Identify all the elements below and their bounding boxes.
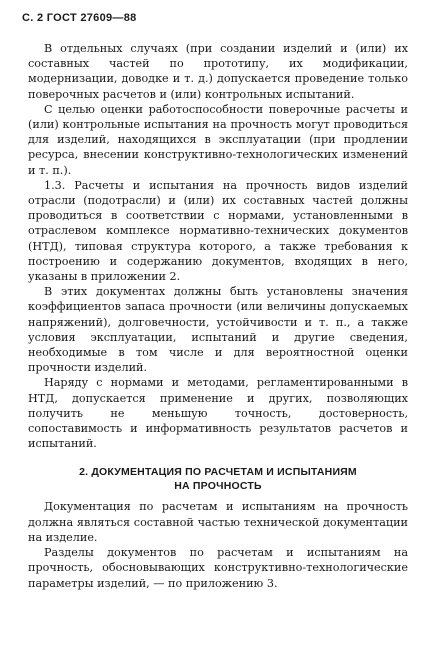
paragraph-safety-factors: В этих документах должны быть установлены значения коэффициентов запаса прочности (или величины допускаемых напряжений), долговечности, устойчивости и т. п., а также условия эксплуатации, испытаний и другие сведения, необходимые в том числе и для вероятностной оценки прочности изделий. <box>28 285 408 375</box>
page-header: С. 2 ГОСТ 27609—88 <box>22 12 137 24</box>
section-2-title <box>28 465 408 493</box>
paragraph-operational-check: С целью оценки работоспособности поверочные расчеты и (или) контрольные испытания на прочность могут проводиться для изделий, находящихся в эксплуатации (при продлении ресурса, внесении конструктивно-технологических изменений и т. п.). <box>28 102 408 177</box>
paragraph-documentation: Документация по расчетам и испытаниям на прочность должна являться составной частью технической документации на изделие. <box>28 500 408 544</box>
paragraph-sections: Разделы документов по расчетам и испытаниям на прочность, обосновывающих конструктивно-технологические параметры изделий, — по приложению 3. <box>28 546 408 590</box>
paragraph-1-3: 1.3. Расчеты и испытания на прочность видов изделий отрасли (подотрасли) и (или) их составных частей должны проводиться в соответствии с нормами, установленными в отраслевом комплексе нормативно-технических документов (НТД), типовая структура которого, а также требования к построению и содержанию документов, входящих в него, указаны в приложении 2. <box>28 178 408 284</box>
section-2-title-line1: 2. ДОКУМЕНТАЦИЯ ПО РАСЧЕТАМ И ИСПЫТАНИЯМ <box>79 466 357 479</box>
section-2-title-line2: НА ПРОЧНОСТЬ <box>174 480 262 493</box>
document-body <box>28 41 408 591</box>
paragraph-prototype: В отдельных случаях (при создании изделий и (или) их составных частей по прототипу, их модификации, модернизации, доводке и т. д.) допускается проведение только поверочных расчетов и (или) контрольных испытаний. <box>28 42 408 101</box>
paragraph-alternative-methods: Наряду с нормами и методами, регламентированными в НТД, допускается применение и других, позволяющих получить не меньшую точность, достоверность, сопоставимость и информативность результатов расчетов и испытаний. <box>28 376 408 451</box>
